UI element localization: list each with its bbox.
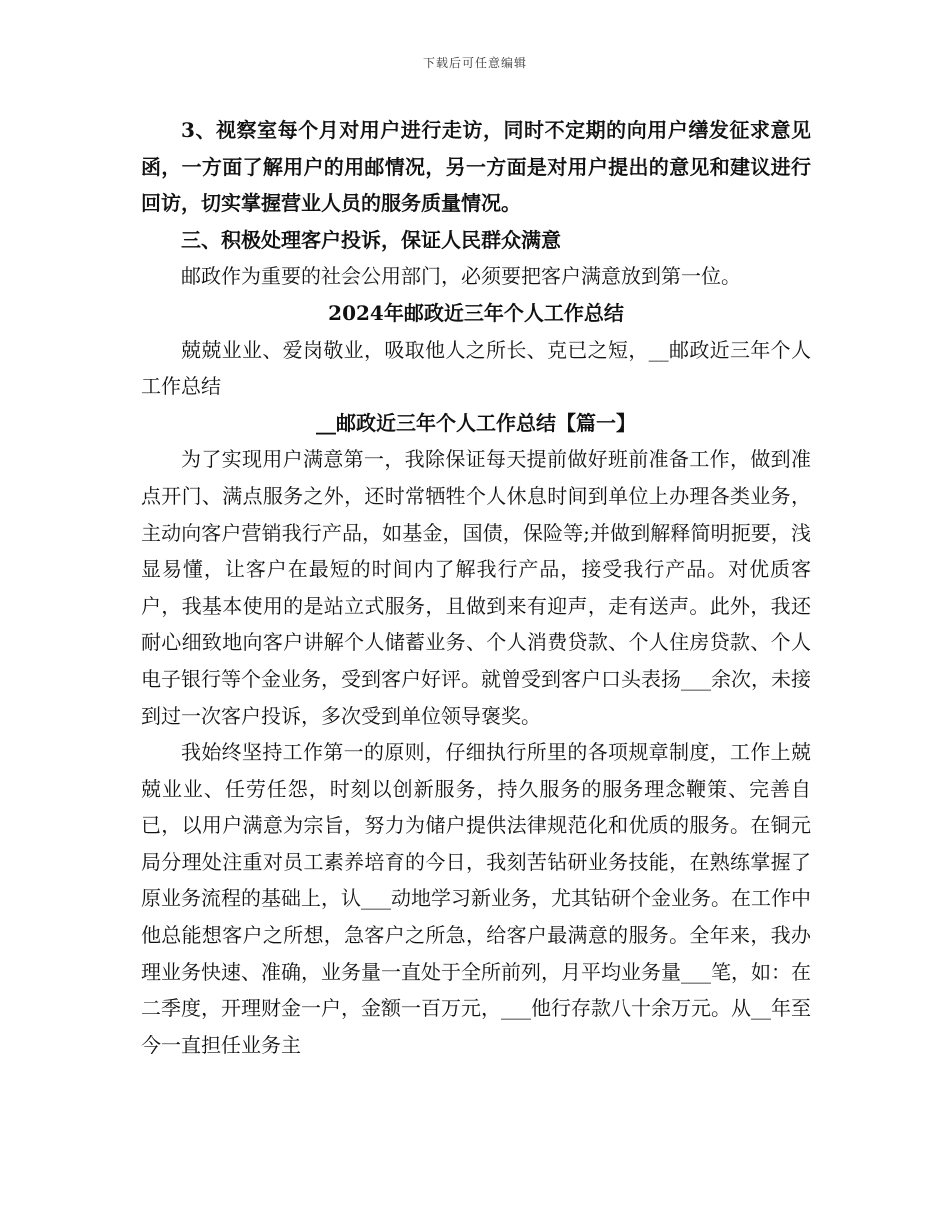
part-one-title: __邮政近三年个人工作总结【篇一】 <box>316 410 636 435</box>
paragraph-work-principle: 我始终坚持工作第一的原则，仔细执行所里的各项规章制度，工作上兢兢业业、任劳任怨，时刻以创新服务，持久服务的服务理念鞭策、完善自已，以用户满意为宗旨，努力为储户提供法律规范化和优质的服务。在铜元局分理处注重对员工素养培育的今日，我刻苦钻研业务技能，在熟练掌握了原业务流程的基础上，认___动地学习新业务，尤其钻研个金业务。在工作中他总能想客户之所想，急客户之所急，给客户最满意的服务。全年来，我办理业务快速、准确，业务量一直处于全所前列，月平均业务量___笔，如：在二季度，开理财金一户，金额一百万元，___他行存款八十余万元。从__年至今一直担任业务主 <box>141 740 811 1057</box>
document-body <box>141 112 811 1063</box>
paragraph-visit-users: 3、视察室每个月对用户进行走访，同时不定期的向用户缮发征求意见函，一方面了解用户的用邮情况，另一方面是对用户提出的意见和建议进行回访，切实掌握营业人员的服务质量情况。 <box>141 118 811 216</box>
paragraph-intro: 兢兢业业、爱岗敬业，吸取他人之所长、克已之短，__邮政近三年个人工作总结 <box>141 337 811 399</box>
section-heading-complaints: 三、积极处理客户投诉，保证人民群众满意 <box>181 227 561 252</box>
document-title: 2024年邮政近三年个人工作总结 <box>328 300 624 325</box>
page-header: 下载后可任意编辑 <box>422 56 527 70</box>
paragraph-customer-first: 邮政作为重要的社会公用部门，必须要把客户满意放到第一位。 <box>181 264 741 289</box>
paragraph-user-satisfaction: 为了实现用户满意第一，我除保证每天提前做好班前准备工作，做到准点开门、满点服务之外，还时常牺牲个人休息时间到单位上办理各类业务，主动向客户营销我行产品，如基金，国债，保险等;并做到解释简明扼要，浅显易懂，让客户在最短的时间内了解我行产品，接受我行产品。对优质客户，我基本使用的是站立式服务，且做到来有迎声，走有送声。此外，我还耐心细致地向客户讲解个人储蓄业务、个人消费贷款、个人住房贷款、个人电子银行等个金业务，受到客户好评。就曾受到客户口头表扬___余次，未接到过一次客户投诉，多次受到单位领导褒奖。 <box>141 447 811 728</box>
